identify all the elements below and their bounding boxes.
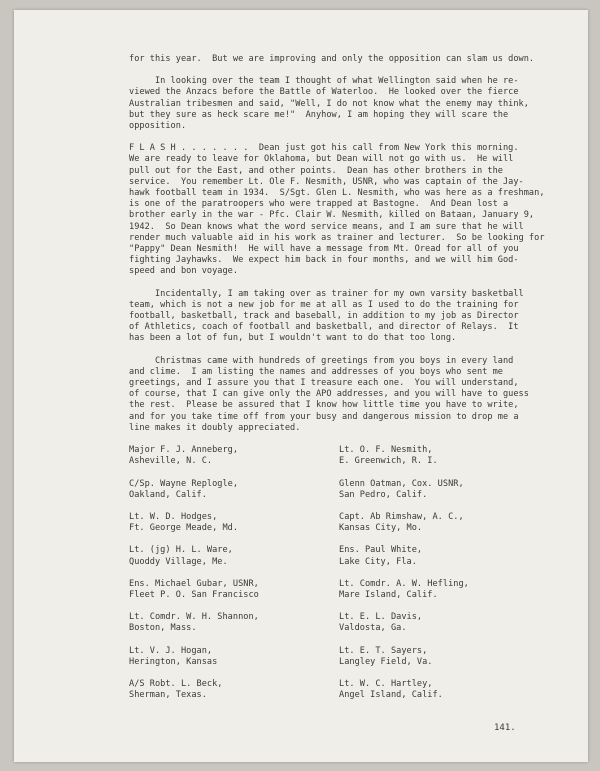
address-entry: Lt. (jg) H. L. Ware, Quoddy Village, Me. [129, 545, 233, 567]
page-number: 141. [494, 723, 516, 733]
address-entry: Ens. Paul White, Lake City, Fla. [339, 545, 423, 567]
address-entry: Lt. Comdr. W. H. Shannon, Boston, Mass. [129, 612, 259, 634]
address-entry: A/S Robt. L. Beck, Sherman, Texas. [129, 678, 223, 701]
paragraph-christmas: Christmas came with hundreds of greetings from you boys in every land and clime. I am listing the names and addresses of you boys who sent me greetings, and I assure you that I treasure each one. You will understand, of course, that I can give only the APO addresses, and you will have to guess the rest. Please be assured that I know how little time you have to write, and for you take time off from your busy and dangerous mission to drop me a line makes it doubly appreciated. [129, 355, 529, 433]
address-entry: Ens. Michael Gubar, USNR, Fleet P. O. San Francisco [129, 578, 259, 600]
address-entry: Lt. O. F. Nesmith, E. Greenwich, R. I. [339, 445, 438, 467]
paragraph-wellington: In looking over the team I thought of what Wellington said when he re- viewed the Anzacs before the Battle of Waterloo. He looked over the fierce Australian tribesmen and said, "Well, I do not know what the enemy may think, but they sure as heck scare me!" Anyhow, I am hoping they will scare the opposition. [129, 76, 529, 132]
address-entry: Lt. W. D. Hodges, Ft. George Meade, Md. [129, 511, 239, 534]
address-entry: Lt. E. T. Sayers, Langley Field, Va. [339, 645, 433, 667]
address-column-right [339, 445, 549, 712]
address-list [129, 445, 549, 712]
document-page [14, 10, 588, 762]
address-entry: Glenn Oatman, Cox. USNR, San Pedro, Calif. [339, 478, 464, 500]
paragraph-flash: F L A S H . . . . . . . Dean just got his call from New York this morning. We are ready to leave for Oklahoma, but Dean will not go with us. He will pull out for the East, and other points. Dean has other brothers in the service. You remember Lt. Ole F. Nesmith, USNR, who was captain of the Jay- hawk football team in 1934. S/Sgt. Glen L. Nesmith, who was here as a freshman, is one of the paratroopers who were trapped at Bastogne. And Dean lost a brother early in the war - Pfc. Clair W. Nesmith, killed on Bataan, January 9, 1942. So Dean knows what the word service means, and I am sure that he will render much valuable aid in his work as trainer and lecturer. So be looking for "Pappy" Dean Nesmith! He will have a message from Mt. Oread for all of you fighting Jayhawks. We expect him back in four months, and we will him God- speed and bon voyage. [129, 143, 545, 277]
address-entry: Major F. J. Anneberg, Asheville, N. C. [129, 445, 239, 467]
address-entry: Lt. W. C. Hartley, Angel Island, Calif. [339, 678, 443, 701]
paragraph-trainer: Incidentally, I am taking over as trainer for my own varsity basketball team, which is not a new job for me at all as I used to do the training for football, basketball, track and baseball, in addition to my job as Director of Athletics, coach of football and basketball, and director of Relays. It has been a lot of fun, but I wouldn't want to do that too long. [129, 288, 524, 344]
address-entry: Lt. V. J. Hogan, Herington, Kansas [129, 645, 218, 667]
address-entry: Lt. E. L. Davis, Valdosta, Ga. [339, 612, 423, 634]
address-entry: Capt. Ab Rimshaw, A. C., Kansas City, Mo. [339, 511, 464, 534]
address-column-left [129, 445, 339, 712]
paragraph-opening: for this year. But we are improving and only the opposition can slam us down. [129, 54, 535, 64]
address-entry: Lt. Comdr. A. W. Hefling, Mare Island, Calif. [339, 578, 469, 600]
address-entry: C/Sp. Wayne Replogle, Oakland, Calif. [129, 478, 239, 500]
letter-body [129, 54, 549, 712]
